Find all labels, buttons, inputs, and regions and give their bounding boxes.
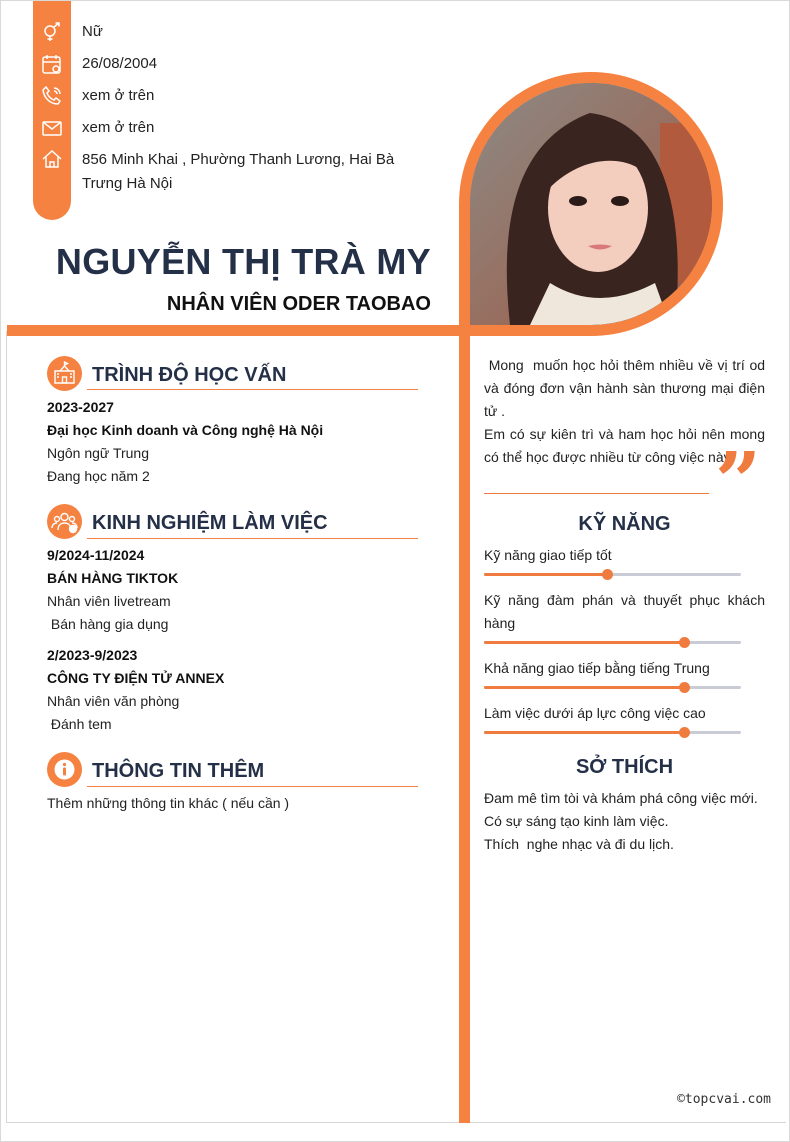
job-period: 9/2024-11/2024 [47,547,145,563]
education-school: Đại học Kinh doanh và Công nghệ Hà Nội [47,422,324,438]
contact-phone: xem ở trên [82,87,155,104]
skill-bar [484,686,741,689]
education-major: Ngôn ngữ Trung [47,445,149,461]
job-period: 2/2023-9/2023 [47,647,138,663]
info-icon [47,752,82,787]
contact-email: xem ở trên [82,119,155,136]
mail-icon [41,117,63,139]
skill-bar-fill [484,573,607,576]
skill-label: Kỹ năng đàm phán và thuyết phục khách hàng [484,592,765,631]
address-line-1: 856 Minh Khai , Phường Thanh Lương, Hai Bà [82,151,395,168]
hobby-item: Có sự sáng tạo kinh làm việc. [484,813,669,829]
skill-label: Khả năng giao tiếp bằng tiếng Trung [484,660,710,676]
extra-underline [87,786,418,787]
divider-vertical [459,325,470,1123]
experience-underline [87,538,418,539]
skill-label: Kỹ năng giao tiếp tốt [484,547,612,563]
contact-birthday: 26/08/2004 [82,55,158,72]
extra-heading: THÔNG TIN THÊM [92,760,265,782]
page-border-bottom [6,1122,786,1123]
objective-paragraph: Mong muốn học hỏi thêm nhiều về vị trí od và đóng đơn vận hành sàn thương mại điện tử . [484,357,769,419]
home-icon [41,148,63,170]
divider-horizontal [7,325,465,336]
contact-gender: Nữ [82,23,103,40]
quote-divider [484,493,709,494]
team-icon [47,504,82,539]
profile-photo [470,83,712,325]
skill-bar-fill [484,641,684,644]
job-role: Nhân viên livetream [47,593,171,609]
hobbies-heading: SỞ THÍCH [575,756,674,778]
education-underline [87,389,418,390]
hobby-item: Thích nghe nhạc và đi du lịch. [484,836,674,852]
experience-heading: KINH NGHIỆM LÀM VIỆC [92,512,328,534]
education-status: Đang học năm 2 [47,468,150,484]
skill-bar-knob [679,727,690,738]
school-icon [47,356,82,391]
skill-label: Làm việc dưới áp lực công việc cao [484,705,706,721]
skill-bar-knob [679,637,690,648]
skill-bar [484,573,741,576]
extra-text: Thêm những thông tin khác ( nếu cần ) [47,795,290,811]
contact-address [82,148,394,196]
skill-bar [484,641,741,644]
skills-heading: KỸ NĂNG [578,513,671,535]
hobby-item: Đam mê tìm tòi và khám phá công việc mới. [484,790,758,806]
address-line-2: Trưng Hà Nội [82,175,173,192]
job-detail: Đánh tem [47,716,112,732]
candidate-position: NHÂN VIÊN ODER TAOBAO [166,293,431,315]
job-company: BÁN HÀNG TIKTOK [47,570,179,586]
job-detail: Bán hàng gia dụng [47,616,169,632]
candidate-name: NGUYỄN THỊ TRÀ MY [55,241,431,282]
education-period: 2023-2027 [47,399,114,415]
skill-bar-fill [484,686,684,689]
quote-icon: ” [715,434,762,528]
skill-bar-knob [679,682,690,693]
job-role: Nhân viên văn phòng [47,693,180,709]
skill-bar [484,731,741,734]
skill-bar-fill [484,731,684,734]
page-border-left [6,331,7,1123]
objective-paragraph: Em có sự kiên trì và ham học hỏi nên mong có thể học được nhiều từ công việc này. [484,426,765,465]
phone-icon [41,85,63,107]
calendar-icon [41,53,63,75]
education-heading: TRÌNH ĐỘ HỌC VẤN [92,364,287,386]
watermark: ©topcvai.com [677,1092,771,1107]
gender-icon [41,21,63,43]
job-company: CÔNG TY ĐIỆN TỬ ANNEX [47,670,225,686]
skill-bar-knob [602,569,613,580]
